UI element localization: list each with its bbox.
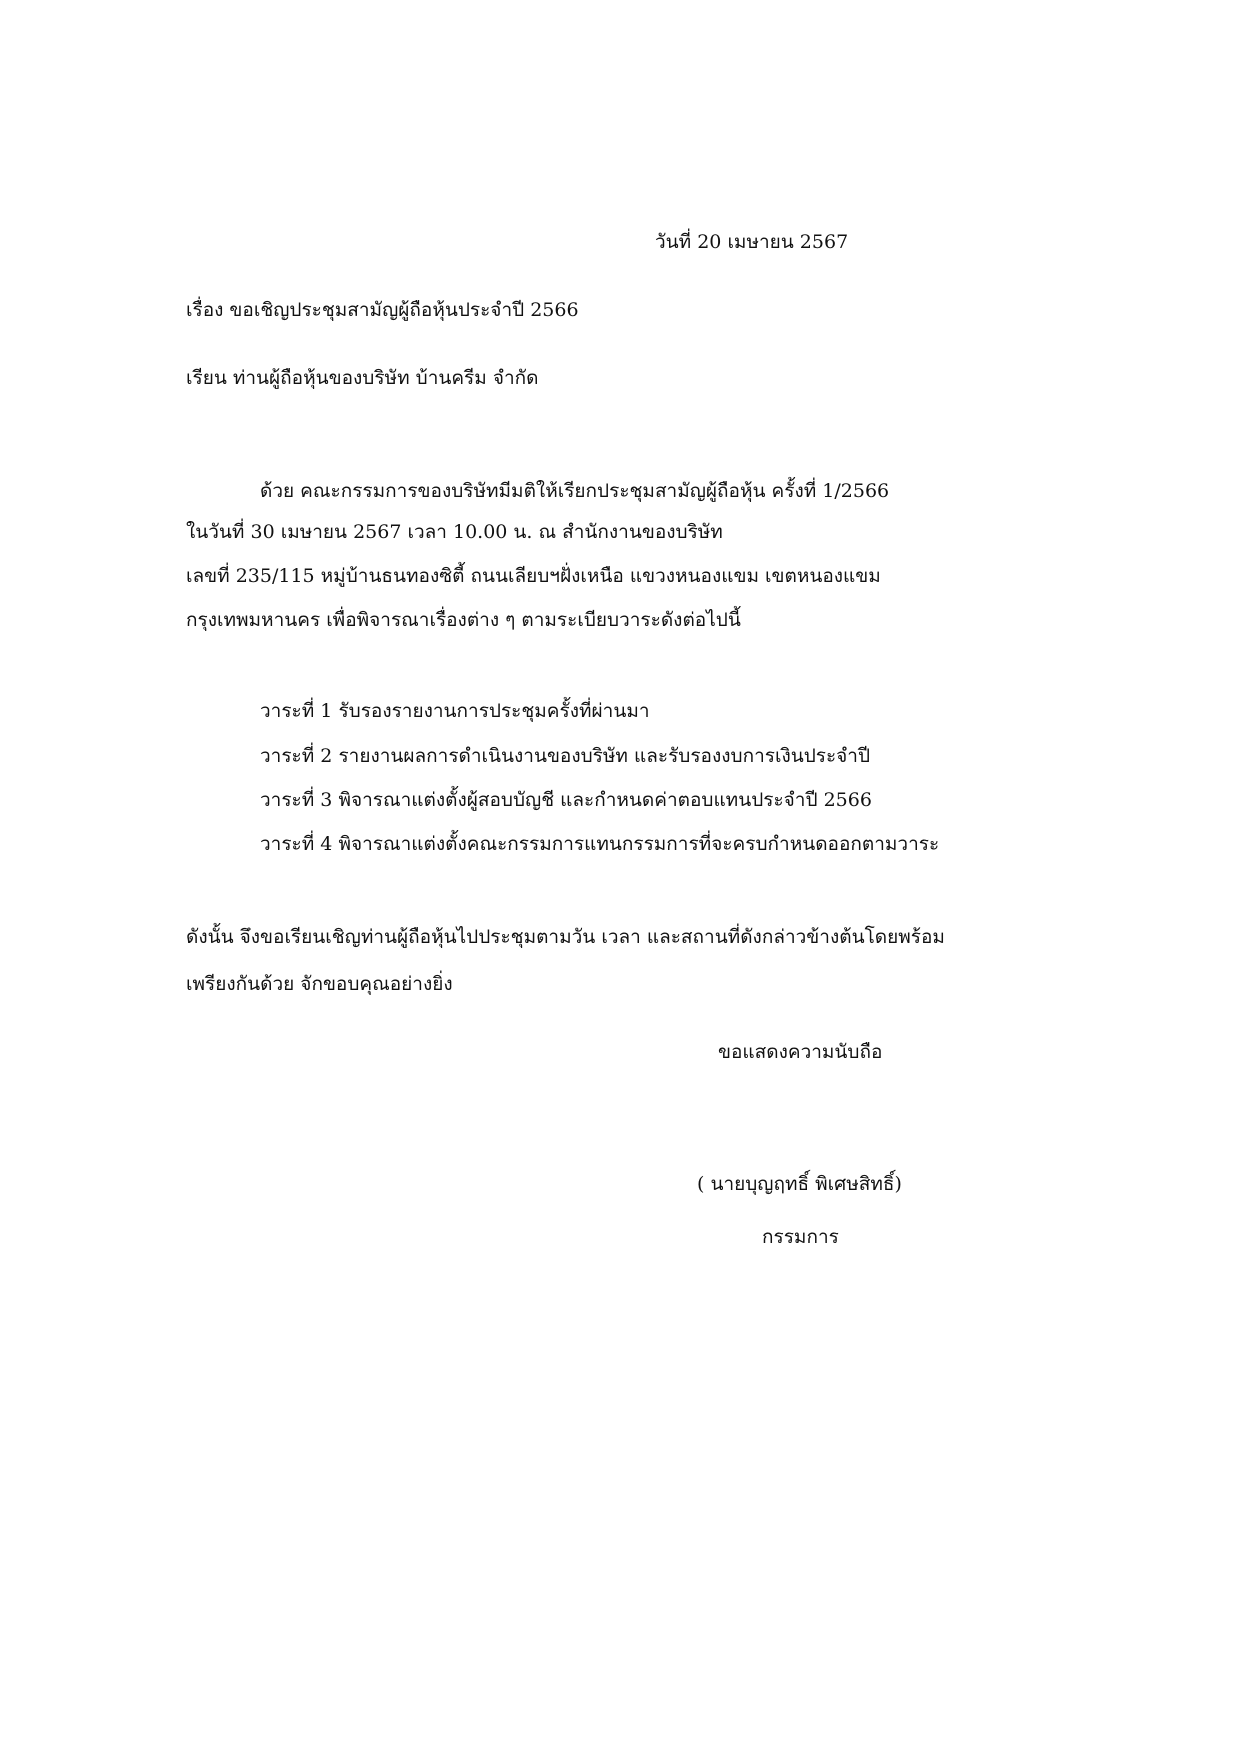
complimentary-close: ขอแสดงความนับถือ bbox=[718, 1041, 883, 1063]
signer-position: กรรมการ bbox=[762, 1226, 839, 1248]
letter-date: วันที่ 20 เมษายน 2567 bbox=[655, 231, 849, 253]
body-line-2: ในวันที่ 30 เมษายน 2567 เวลา 10.00 น. ณ สำนักงานของบริษัท bbox=[186, 521, 723, 543]
agenda-item-2: วาระที่ 2 รายงานผลการดำเนินงานของบริษัท และรับรองงบการเงินประจำปี bbox=[260, 745, 871, 767]
letter-subject: เรื่อง ขอเชิญประชุมสามัญผู้ถือหุ้นประจำปี 2566 bbox=[186, 299, 579, 321]
agenda-item-4: วาระที่ 4 พิจารณาแต่งตั้งคณะกรรมการแทนกรรมการที่จะครบกำหนดออกตามวาระ bbox=[260, 833, 940, 855]
letter-recipient: เรียน ท่านผู้ถือหุ้นของบริษัท บ้านครีม จำกัด bbox=[186, 367, 539, 389]
closing-line-2: เพรียงกันด้วย จักขอบคุณอย่างยิ่ง bbox=[186, 973, 453, 995]
body-line-1: ด้วย คณะกรรมการของบริษัทมีมติให้เรียกประชุมสามัญผู้ถือหุ้น ครั้งที่ 1/2566 bbox=[260, 480, 890, 502]
agenda-item-3: วาระที่ 3 พิจารณาแต่งตั้งผู้สอบบัญชี และกำหนดค่าตอบแทนประจำปี 2566 bbox=[260, 789, 872, 811]
body-line-3: เลขที่ 235/115 หมู่บ้านธนทองซิตี้ ถนนเลียบฯฝั่งเหนือ แขวงหนองแขม เขตหนองแขม bbox=[186, 565, 881, 587]
body-line-4: กรุงเทพมหานคร เพื่อพิจารณาเรื่องต่าง ๆ ตามระเบียบวาระดังต่อไปนี้ bbox=[186, 609, 741, 631]
agenda-item-1: วาระที่ 1 รับรองรายงานการประชุมครั้งที่ผ่านมา bbox=[260, 700, 650, 722]
closing-line-1: ดังนั้น จึงขอเรียนเชิญท่านผู้ถือหุ้นไปประชุมตามวัน เวลา และสถานที่ดังกล่าวข้างต้นโดยพร้อม bbox=[186, 926, 945, 948]
signer-name: ( นายบุญฤทธิ์ พิเศษสิทธิ์) bbox=[697, 1173, 902, 1195]
